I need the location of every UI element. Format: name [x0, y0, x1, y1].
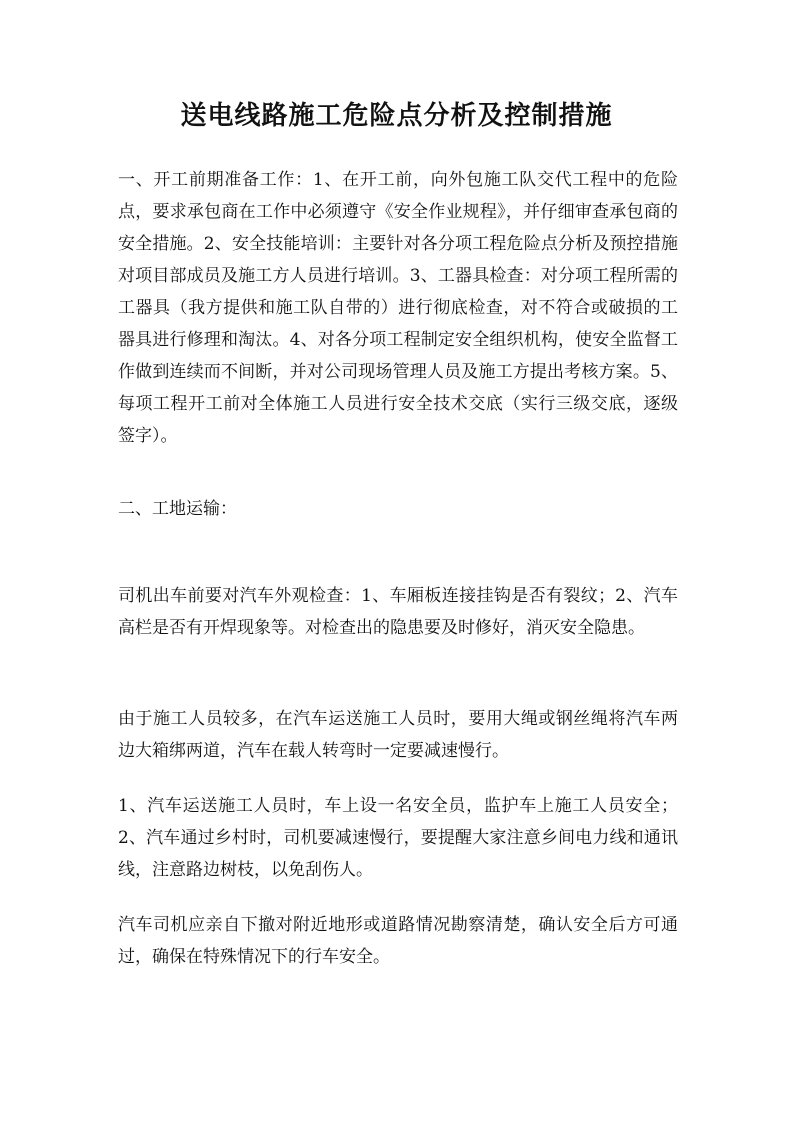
paragraph-safety-officer: 1、汽车运送施工人员时，车上设一名安全员，监护车上施工人员安全；2、汽车通过乡村时，司机要减速慢行，要提醒大家注意乡间电力线和通讯线，注意路边树枝，以免刮伤人。: [118, 796, 678, 880]
paragraph-road-survey: 汽车司机应亲自下撤对附近地形或道路情况勘察清楚，确认安全后方可通过，确保在特殊情况下的行车安全。: [118, 915, 678, 967]
paragraph-pre-construction-prep: 一、开工前期准备工作：1、在开工前，向外包施工队交代工程中的危险点，要求承包商在工作中必须遵守《安全作业规程》，并仔细审查承包商的安全措施。2、安全技能培训：主要针对各分项工程危险点分析及预控措施对项目部成员及施工方人员进行培训。3、工器具检查：对分项工程所需的工器具（我方提供和施工队自带的）进行彻底检查，对不符合或破损的工器具进行修理和淘汰。4、对各分项工程制定安全组织机构，使安全监督工作做到连续而不间断，并对公司现场管理人员及施工方提出考核方案。5、每项工程开工前对全体施工人员进行安全技术交底（实行三级交底，逐级签字）。: [118, 170, 678, 446]
paragraph-vehicle-inspection: 司机出车前要对汽车外观检查：1、车厢板连接挂钩是否有裂纹；2、汽车高栏是否有开焊现象等。对检查出的隐患要及时修好，消灭安全隐患。: [118, 586, 678, 638]
page-title: 送电线路施工危险点分析及控制措施: [180, 101, 613, 131]
paragraph-personnel-transport: 由于施工人员较多，在汽车运送施工人员时，要用大绳或钢丝绳将汽车两边大箱绑两道，汽车在载人转弯时一定要减速慢行。: [118, 709, 678, 761]
section-heading-site-transport: 二、工地运输：: [118, 499, 237, 519]
